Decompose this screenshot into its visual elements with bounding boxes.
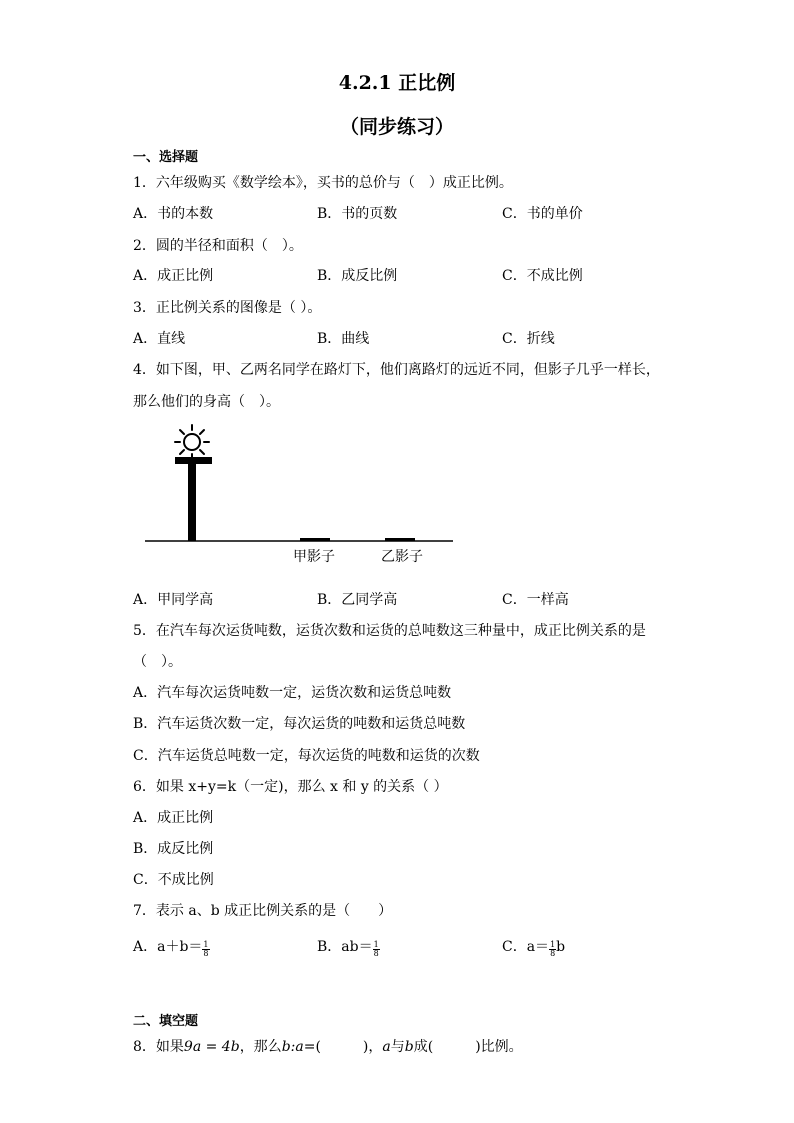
question-1-text: 1．六年级购买《数学绘本》，买书的总价与（ ）成正比例。 — [133, 175, 513, 191]
q8-close-1: )， — [362, 1039, 383, 1055]
page-title: 4.2.1 正比例 — [338, 72, 456, 94]
question-7-option-c[interactable] — [502, 936, 565, 958]
question-3-option-c[interactable]: C．折线 — [502, 331, 555, 347]
question-4-option-a[interactable]: A．甲同学高 — [133, 592, 214, 608]
fraction-denominator: 8 — [373, 949, 379, 958]
q8-equation: 9a = 4b — [183, 1039, 240, 1055]
option-a-expression: A．a＋b＝ — [133, 939, 203, 955]
shadow-a — [300, 538, 330, 541]
q8-ratio: b:a — [281, 1039, 304, 1055]
question-5-text-line2: （ ）。 — [133, 654, 182, 670]
question-6-option-a[interactable]: A．成正比例 — [133, 810, 214, 826]
section-heading-fill: 二、填空题 — [133, 1014, 199, 1029]
q8-blank-1[interactable] — [321, 1039, 363, 1055]
question-4-text-line1: 4．如下图，甲、乙两名同学在路灯下，他们离路灯的远近不同，但影子几乎一样长， — [133, 362, 660, 378]
fraction-numerator: 1 — [203, 940, 209, 949]
question-8-text — [133, 1036, 523, 1056]
fraction-one-eighth — [202, 941, 209, 958]
lamp-pole — [188, 464, 196, 541]
fraction-denominator: 8 — [550, 949, 556, 958]
question-3-option-a[interactable]: A．直线 — [133, 331, 186, 347]
question-7-option-a[interactable] — [133, 936, 210, 958]
q8-var-b: b — [404, 1039, 414, 1055]
q8-with: 与 — [390, 1039, 405, 1055]
question-5-option-a[interactable]: A．汽车每次运货吨数一定，运货次数和运货总吨数 — [133, 685, 452, 701]
question-2-option-b[interactable]: B．成反比例 — [317, 268, 398, 284]
shadow-a-label: 甲影子 — [293, 549, 335, 565]
q8-then: ，那么 — [239, 1039, 282, 1055]
q8-prefix: 8．如果 — [133, 1039, 184, 1055]
question-7-text: 7．表示 a、b 成正比例关系的是（ ） — [133, 903, 393, 919]
option-c-suffix: b — [556, 939, 566, 955]
question-1-option-c[interactable]: C．书的单价 — [502, 206, 583, 222]
q8-var-a: a — [382, 1039, 391, 1055]
question-5-text-line1: 5．在汽车每次运货吨数，运货次数和运货的总吨数这三种量中，成正比例关系的是 — [133, 623, 646, 639]
fraction-denominator: 8 — [203, 949, 209, 958]
question-6-option-b[interactable]: B．成反比例 — [133, 841, 214, 857]
fraction-one-eighth — [373, 941, 380, 958]
question-7-option-b[interactable] — [317, 936, 380, 958]
shadow-b-label: 乙影子 — [381, 549, 423, 565]
question-4-option-b[interactable]: B．乙同学高 — [317, 592, 398, 608]
question-3-option-b[interactable]: B．曲线 — [317, 331, 370, 347]
question-1-option-a[interactable]: A．书的本数 — [133, 206, 214, 222]
section-heading-choice: 一、选择题 — [133, 150, 199, 165]
option-c-expression: C．a＝ — [502, 939, 550, 955]
question-6-option-c[interactable]: C．不成比例 — [133, 872, 214, 888]
question-5-option-c[interactable]: C．汽车运货总吨数一定，每次运货的吨数和运货的次数 — [133, 748, 480, 764]
question-6-text: 6．如果 x+y=k（一定)，那么 x 和 y 的关系（ ） — [133, 779, 448, 795]
lamp-light-icon — [175, 425, 209, 458]
question-3-text: 3．正比例关系的图像是（ ）。 — [133, 300, 322, 316]
q8-blank-2[interactable] — [433, 1039, 475, 1055]
question-5-option-b[interactable]: B．汽车运货次数一定，每次运货的吨数和运货总吨数 — [133, 716, 466, 732]
fraction-numerator: 1 — [373, 940, 379, 949]
q8-cheng: 成( — [413, 1039, 434, 1055]
question-1-option-b[interactable]: B．书的页数 — [317, 206, 398, 222]
question-2-text: 2．圆的半径和面积（ ）。 — [133, 238, 303, 254]
lamp-head — [175, 457, 212, 464]
q8-eqsign: =( — [303, 1039, 321, 1055]
page-subtitle: （同步练习） — [339, 116, 454, 138]
q8-end: )比例。 — [475, 1039, 523, 1055]
question-4-option-c[interactable]: C．一样高 — [502, 592, 569, 608]
question-2-option-a[interactable]: A．成正比例 — [133, 268, 214, 284]
question-4-text-line2: 那么他们的身高（ ）。 — [133, 394, 280, 410]
shadow-b — [385, 538, 415, 541]
option-b-expression: B．ab＝ — [317, 939, 373, 955]
fraction-numerator: 1 — [550, 940, 556, 949]
question-2-option-c[interactable]: C．不成比例 — [502, 268, 583, 284]
